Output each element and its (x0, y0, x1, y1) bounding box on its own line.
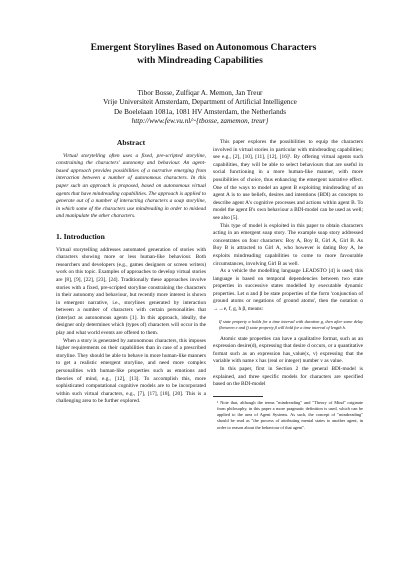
intro-paragraph-1: Virtual storytelling addresses automated generation of stories with characters showing more or less human-like behaviour. Both researchers and developers (e.g., games designers or screen writers) work on this topic. Examples of approaches to develop virtual stories are [8], [9], [22], [23], [24]. Traditionally these approaches involve stories with a fixed, pre-scripted storyline constraining the characters in their autonomy and behaviour, but recently more interest is shown in emergent narrative, i.e., storylines generated by interaction between a number of characters with certain personalities that (inter)act as autonomous agents [1]. In this approach, ideally, the designer only determines which (types of) characters will occur in the play and what world events are offered to them. (56, 246, 206, 337)
author-block (0, 89, 400, 127)
affiliation: Vrije Universiteit Amsterdam, Department of Artificial Intelligence (103, 98, 297, 107)
body-paragraph-2: This type of model is exploited in this paper to obtain characters acting in an emergent soap story. The example soap story addressed concentrates on four characters: Boy A, Boy B, Girl A, Girl B. As Boy B is attracted to Girl A, who however is dating Boy A, he exploits mindreading capabilities to come to more favourable circumstances, involving Girl B as well. (213, 222, 363, 267)
body-paragraph-1: This paper explores the possibilities to equip the characters involved in virtual stories in particular with mindreading capabilities; see e.g., [2], [10], [11], [12], [16]¹. By offering virtual agents such capabilities, they will be able to select behaviours that are useful in social functioning in a more human-like manner, with more possibilities of choice, thus enhancing the emergent narrative effect. One of the ways to model an agent B exploiting mindreading of an agent A is to use beliefs, desires and intentions (BDI) as concepts to describe agent A's cognitive processes and actions within agent B. To model the agent B's own behaviour a BDI-model can be used as well; see also [5]. (213, 139, 363, 221)
right-column (213, 139, 363, 431)
abstract-heading: Abstract (116, 138, 146, 147)
leadsto-definition: If state property α holds for a time interval with duration g, then after some delay (between e and f) state property β will hold for a time interval of length h. (219, 318, 363, 330)
footnote-rule (213, 396, 263, 397)
intro-heading: 1. Introduction (56, 231, 105, 241)
body-paragraph-5: In this paper, first in Section 2 the general BDI-model is explained, and three specific models for characters are specified based on the BDI-model (213, 366, 363, 388)
authors: Tibor Bosse, Zulfiqar A. Memon, Jan Treur (137, 89, 263, 97)
intro-paragraph-2: When a story is generated by autonomous characters, this imposes higher requirements on their capabilities than in case of a prescribed storyline. They should be able to behave in more human-like manners to get a realistic emergent storyline, and need more complex personalities with human-like properties such as emotions and theories of mind, e.g., [12], [13]. To accomplish this, more sophisticated computational cognitive models are to be incorporated within such virtual characters, e.g., [7], [17], [18], [20]. This is a challenging area to be further explored. (56, 337, 206, 405)
address: De Boelelaan 1081a, 1081 HV Amsterdam, the Netherlands (113, 107, 287, 116)
body-paragraph-4: Atomic state properties can have a qualitative format, such as an expression desire(d), expressing that desire d occurs, or a quantitative format such as an expression has_value(x, v) expressing that the variable with name x has (real or integer) number v as value. (213, 335, 363, 365)
paper-title (0, 42, 400, 67)
title-line-2: with Mindreading Capabilities (137, 54, 263, 66)
abstract-text: Virtual storytelling often uses a fixed, pre-scripted storyline, constraining the characters' autonomy and behaviour. An agent-based approach provides possibilities of a narrative emerging from interaction between a number of autonomous characters. In this paper such an approach is proposed, based on autonomous virtual agents that have mindreading capabilities. The approach is applied to generate out of a number of interacting characters a soap storyline, in which some of the characters use mindreading in order to mislead and manipulate the other characters. (56, 152, 206, 220)
title-line-1: Emergent Storylines Based on Autonomous Characters (90, 42, 317, 53)
footnote-1: ¹ Note that, although the terms "mindreading" and "Theory of Mind" originate from philosophy, in this paper a more pragmatic definition is used, which can be applied to the area of Agent Systems. As such, the concept of "mindreading" should be read as "the process of attributing mental states to another agent, in order to reason about the behaviour of that agent". (217, 399, 363, 430)
left-column (56, 139, 206, 406)
paper-header (0, 42, 400, 127)
body-paragraph-3: As a vehicle the modelling language LEADSTO [4] is used; this language is based on temporal dependencies between two state properties in successive states modelled by executable dynamic properties. Let α and β be state properties of the form 'conjunction of ground atoms or negations of ground atoms', then the notation α →→e, f, g, h β, means: (213, 268, 363, 313)
homepage-url: http://www.few.vu.nl/~{tbosse, zamemon, treur} (131, 117, 269, 126)
